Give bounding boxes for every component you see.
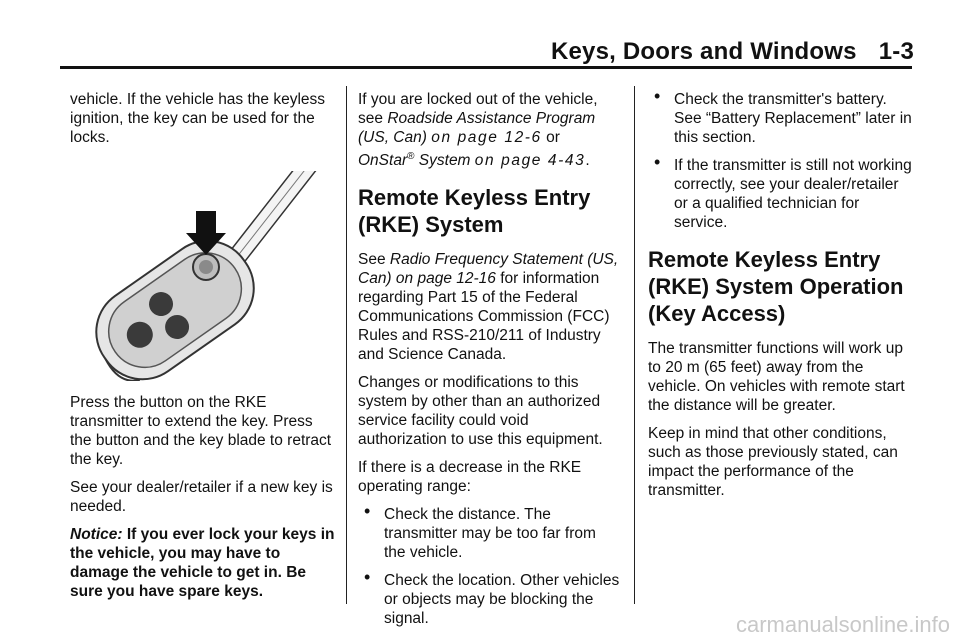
column-3 [648, 86, 913, 509]
decrease-paragraph: If there is a decrease in the RKE operating range: [358, 459, 582, 496]
see-text: See [358, 251, 386, 269]
radio-frequency-link[interactable]: Radio Frequency Statement (US, Can) [358, 251, 619, 288]
notice-text: If you ever lock your keys in the vehicle, you may have to damage the vehicle to get in. Be sure you have spare keys. [70, 526, 335, 600]
section-name: Keys, Doors and Windows [550, 38, 857, 65]
locked-out-paragraph [358, 90, 620, 170]
bullet-icon: • [364, 567, 371, 588]
column-divider-1 [346, 86, 347, 604]
key-fob-illustration [72, 171, 334, 381]
registered-mark: ® [407, 151, 415, 162]
bullet-icon: • [654, 152, 661, 172]
bullet-text: Check the location. Other vehicles or objects may be blocking the signal. [384, 572, 620, 628]
list-item [648, 86, 913, 147]
bullet-text: If the transmitter is still not working correctly, see your dealer/retailer or a qualified technician for service. [674, 157, 912, 231]
rke-operation-heading: Remote Keyless Entry (RKE) System Operation (Key Access) [648, 247, 904, 326]
fcc-text: for information regarding Part 15 of the Federal Communications Commission (FCC) Rules and RSS-210/211 of Industry and Science Canada. [358, 270, 610, 364]
page-ref-12-6[interactable]: on page 12-6 [431, 129, 542, 146]
page-number: 1-3 [878, 38, 914, 65]
watermark: carmanualsonline.info [735, 612, 950, 637]
press-button-paragraph: Press the button on the RKE transmitter to extend the key. Press the button and the key blade to retract the key. [70, 394, 332, 468]
column-divider-2 [634, 86, 635, 604]
onstar-system-link[interactable]: System [418, 152, 471, 170]
onstar-link[interactable]: OnStar [358, 152, 408, 170]
intro-paragraph: vehicle. If the vehicle has the keyless ignition, the key can be used for the locks. [70, 91, 326, 146]
column-2 [358, 90, 620, 637]
locked-out-text: If you are locked out of the vehicle, see [358, 91, 598, 127]
bullet-text: Check the distance. The transmitter may be too far from the vehicle. [384, 506, 596, 562]
radio-frequency-paragraph [358, 250, 620, 364]
rke-system-heading: Remote Keyless Entry (RKE) System [358, 185, 591, 238]
changes-paragraph: Changes or modifications to this system by other than an authorized service facility could void authorization to use this equipment. [358, 374, 603, 449]
new-key-paragraph: See your dealer/retailer if a new key is needed. [70, 479, 333, 515]
conditions-paragraph: Keep in mind that other conditions, such as those previously stated, can impact the performance of the transmitter. [648, 425, 898, 499]
list-item [358, 501, 620, 562]
bullet-icon: • [364, 501, 371, 522]
bullet-icon: • [654, 86, 661, 106]
page-ref-12-16[interactable]: on page 12-16 [395, 270, 496, 288]
list-item [648, 152, 913, 232]
or-text: or [546, 129, 560, 146]
column-1 [70, 90, 335, 610]
page-ref-4-43[interactable]: on page 4-43 [474, 152, 586, 170]
roadside-assistance-link[interactable]: Roadside Assistance Program (US, Can) [358, 110, 596, 146]
list-item [358, 567, 620, 628]
bullet-text: Check the transmitter's battery. See “Battery Replacement” later in this section. [674, 91, 912, 146]
section-title [551, 38, 914, 66]
notice-paragraph [70, 525, 335, 601]
notice-label: Notice: [70, 526, 123, 543]
header-rule [60, 66, 912, 69]
range-paragraph: The transmitter functions will work up to 20 m (65 feet) away from the vehicle. On vehicles with remote start the distance will be greater. [648, 340, 905, 414]
period: . [585, 152, 590, 170]
